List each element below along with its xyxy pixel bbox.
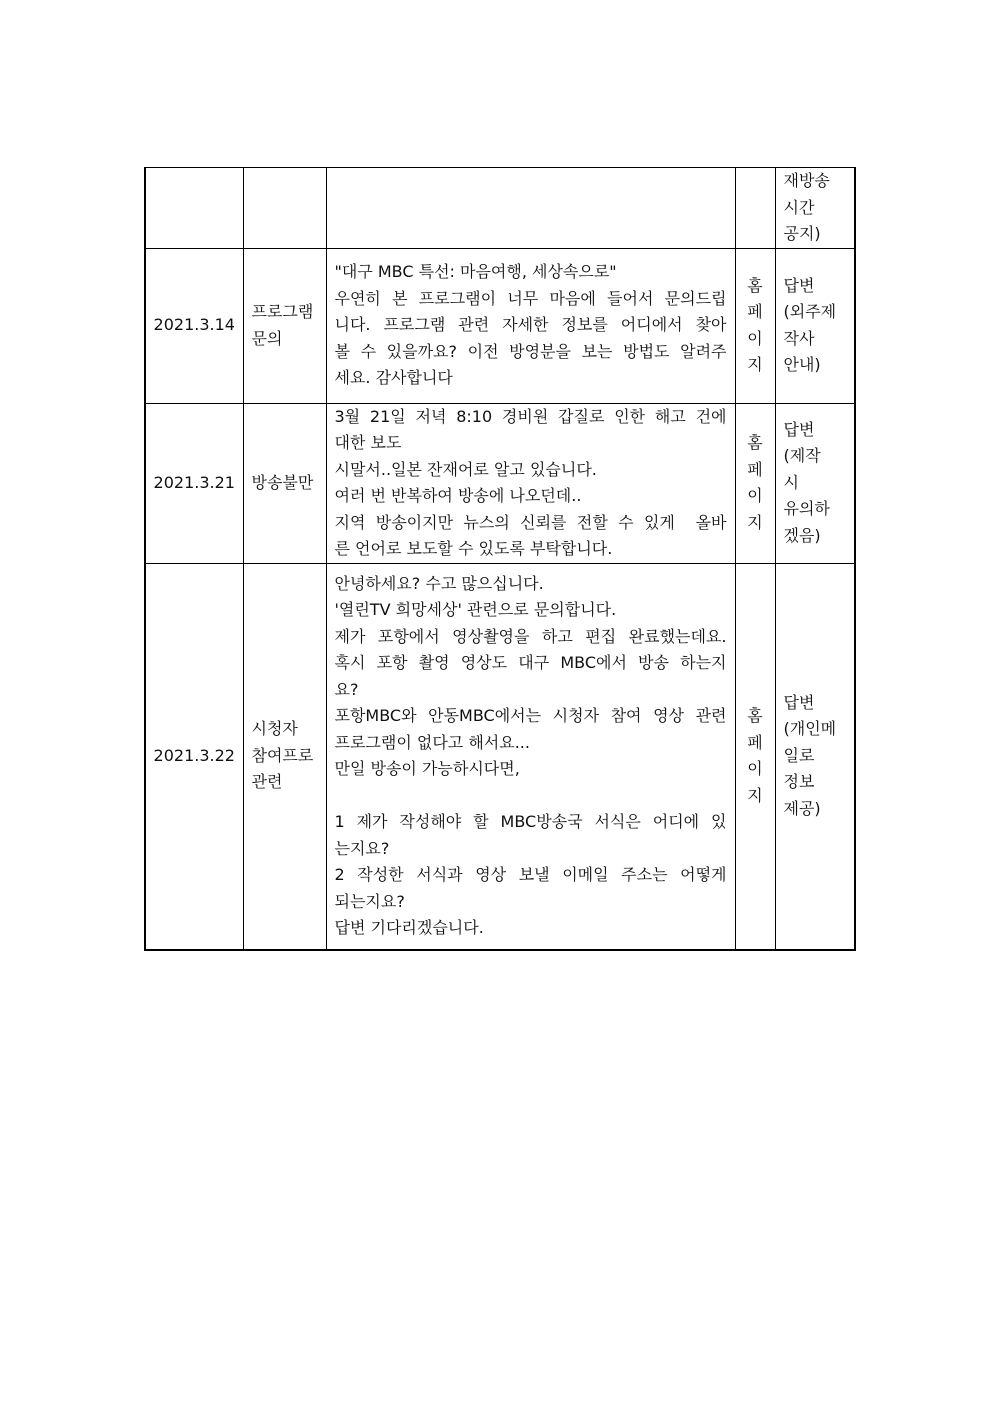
reply-cell [775, 248, 855, 403]
category-cell [243, 403, 326, 563]
reply-line: 유의하 [783, 499, 830, 519]
route-cell [735, 563, 775, 950]
reply-line: 제공) [783, 798, 821, 818]
route-char: 이 [747, 759, 763, 778]
reply-line: 정보 [783, 772, 815, 792]
content-cell [326, 248, 735, 403]
route-char: 홈 [747, 433, 763, 452]
table-row [145, 403, 855, 563]
reply-line: 답변 [783, 275, 815, 295]
route-char: 페 [747, 732, 763, 752]
category-cell [243, 248, 326, 403]
reply-line: 안내) [783, 355, 821, 374]
content-line: 포항MBC와 안동MBC에서는 시청자 참여 영상 관련 [334, 706, 727, 725]
category-line: 프로그램 [251, 302, 314, 321]
route-char: 지 [747, 512, 763, 532]
route-char: 지 [747, 355, 763, 374]
reply-cell [775, 403, 855, 563]
table-row [145, 168, 855, 249]
content-line: '열린TV 희망세상' 관련으로 문의합니다. [334, 600, 617, 619]
date-cell [145, 168, 243, 249]
content-line: 1 제가 작성해야 할 MBC방송국 서식은 어디에 있 [334, 812, 727, 831]
content-blank-line [335, 783, 727, 810]
date-cell: 2021.3.22 [145, 563, 243, 950]
date-cell: 2021.3.14 [145, 248, 243, 403]
inquiry-log-table [144, 167, 856, 951]
reply-line: 시간 [783, 197, 815, 217]
content-line: 른 언어로 보도할 수 있도록 부탁합니다. [334, 539, 613, 558]
table-row [145, 248, 855, 403]
table-row [145, 563, 855, 950]
content-line: 대한 보도 [334, 433, 402, 452]
category-line: 문의 [251, 328, 283, 348]
reply-line: (외주제 [783, 302, 837, 321]
content-line: 시말서..일본 잔재어로 알고 있습니다. [334, 459, 597, 479]
route-cell [735, 248, 775, 403]
content-line: 되는지요? [334, 891, 405, 911]
route-char: 이 [747, 486, 763, 505]
reply-line: 답변 [783, 419, 815, 439]
reply-line: 재방송 [783, 171, 830, 190]
route-char: 이 [747, 328, 763, 348]
content-line: 니다. 프로그램 관련 자세한 정보를 어디에서 찾아 [334, 315, 727, 335]
reply-line: (제작 [783, 446, 821, 466]
category-line: 관련 [251, 772, 283, 792]
content-line: 는지요? [334, 838, 390, 858]
route-char: 홈 [747, 275, 763, 295]
content-line: 세요. 감사합니다 [334, 368, 453, 388]
content-cell [326, 168, 735, 249]
route-char: 홈 [747, 706, 763, 725]
content-line: 3월 21일 저녁 8:10 경비원 갑질로 인한 해고 건에 [334, 406, 727, 426]
reply-line: 일로 [783, 745, 815, 765]
route-char: 페 [747, 302, 763, 321]
route-char: 페 [747, 459, 763, 479]
reply-line: 답변 [783, 692, 815, 712]
content-cell [326, 403, 735, 563]
category-line: 방송불만 [251, 472, 314, 492]
content-line: 안녕하세요? 수고 많으십니다. [334, 573, 544, 593]
content-line: 우연히 본 프로그램이 너무 마음에 들어서 문의드립 [334, 288, 727, 308]
content-line: 여러 번 반복하여 방송에 나오던데.. [334, 486, 582, 505]
content-line: "대구 MBC 특선: 마음여행, 세상속으로" [334, 262, 617, 282]
content-line: 2 작성한 서식과 영상 보낼 이메일 주소는 어떻게 [334, 865, 727, 884]
content-line: 요? [334, 679, 359, 699]
reply-line: 공지) [783, 224, 821, 243]
content-line: 볼 수 있을까요? 이전 방영분을 보는 방법도 알려주 [334, 341, 727, 361]
reply-line: 겠음) [783, 525, 821, 545]
reply-line: 시 [783, 472, 799, 492]
reply-line: (개인메 [783, 719, 837, 739]
content-line: 답변 기다리겠습니다. [334, 918, 484, 937]
route-cell [735, 168, 775, 249]
category-line: 시청자 [251, 719, 298, 739]
content-line: 제가 포항에서 영상촬영을 하고 편집 완료했는데요. [334, 626, 727, 646]
reply-line: 작사 [783, 328, 815, 348]
route-cell [735, 403, 775, 563]
reply-cell [775, 168, 855, 249]
category-cell [243, 168, 326, 249]
content-line: 만일 방송이 가능하시다면, [334, 759, 520, 778]
date-cell: 2021.3.21 [145, 403, 243, 563]
content-line: 혹시 포항 촬영 영상도 대구 MBC에서 방송 하는지 [334, 653, 727, 672]
reply-cell [775, 563, 855, 950]
route-char: 지 [747, 785, 763, 805]
content-cell [326, 563, 735, 950]
category-cell [243, 563, 326, 950]
content-line: 프로그램이 없다고 해서요... [334, 732, 530, 752]
category-line: 참여프로 [251, 745, 314, 765]
content-line: 지역 방송이지만 뉴스의 신뢰를 전할 수 있게 올바 [334, 512, 727, 532]
